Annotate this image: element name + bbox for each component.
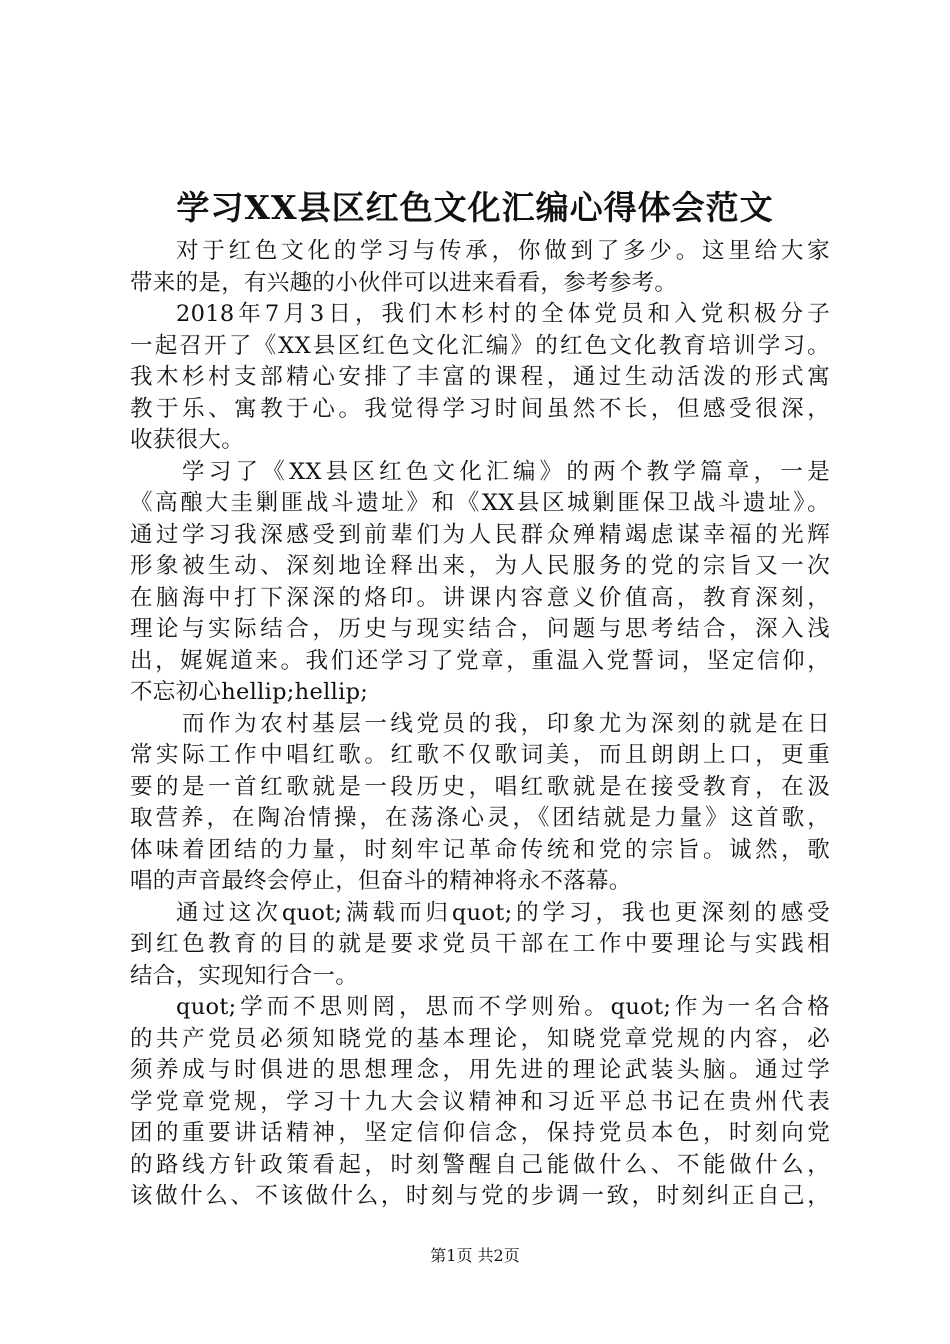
paragraph-4-line-2: 常实际工作中唱红歌。红歌不仅歌词美，而且朗朗上口，更重 — [130, 742, 830, 768]
paragraph-2-line-3: 我木杉村支部精心安排了丰富的课程，通过生动活泼的形式寓 — [130, 364, 830, 390]
paragraph-6-line-2: 的共产党员必须知晓党的基本理论，知晓党章党规的内容，必 — [130, 1025, 830, 1052]
paragraph-5-line-3: 结合，实现知行合一。 — [130, 962, 359, 989]
paragraph-3-line-4: 形象被生动、深刻地诠释出来，为人民服务的党的宗旨又一次 — [130, 553, 830, 579]
paragraph-1-line-1: 对于红色文化的学习与传承，你做到了多少。这里给大家 — [176, 238, 830, 264]
paragraph-6-line-5: 团的重要讲话精神，坚定信仰信念，保持党员本色，时刻向党 — [130, 1120, 830, 1146]
paragraph-6-line-6: 的路线方针政策看起，时刻警醒自己能做什么、不能做什么， — [130, 1151, 830, 1178]
paragraph-4-line-5: 体味着团结的力量，时刻牢记革命传统和党的宗旨。诚然，歌 — [130, 836, 830, 863]
paragraph-3-line-3: 通过学习我深感受到前辈们为人民群众殚精竭虑谋幸福的光辉 — [130, 521, 830, 548]
paragraph-2-line-2: 一起召开了《XX县区红色文化汇编》的红色文化教育培训学习。 — [130, 332, 830, 359]
paragraph-6-line-7: 该做什么、不该做什么，时刻与党的步调一致，时刻纠正自己， — [130, 1183, 830, 1209]
paragraph-4-line-6: 唱的声音最终会停止，但奋斗的精神将永不落幕。 — [130, 868, 632, 894]
paragraph-4-line-3: 要的是一首红歌就是一段历史，唱红歌就是在接受教育，在汲 — [130, 773, 830, 800]
paragraph-3-line-7: 出，娓娓道来。我们还学习了党章，重温入党誓词，坚定信仰， — [130, 647, 830, 674]
paragraph-6-line-3: 须养成与时俱进的思想理念，用先进的理论武装头脑。通过学 — [130, 1057, 830, 1083]
paragraph-1-line-2: 带来的是，有兴趣的小伙伴可以进来看看，参考参考。 — [130, 269, 678, 296]
paragraph-3-line-2: 《高酿大圭剿匪战斗遗址》和《XX县区城剿匪保卫战斗遗址》。 — [130, 490, 830, 516]
paragraph-4-line-4: 取营养，在陶冶情操，在荡涤心灵，《团结就是力量》这首歌， — [130, 805, 830, 831]
document-title: 学习XX县区红色文化汇编心得体会范文 — [176, 188, 774, 227]
paragraph-5-line-2: 到红色教育的目的就是要求党员干部在工作中要理论与实践相 — [130, 931, 830, 957]
paragraph-3-line-8: 不忘初心hellip;hellip; — [130, 679, 369, 705]
paragraph-2-line-4: 教于乐、寓教于心。我觉得学习时间虽然不长，但感受很深， — [130, 395, 830, 422]
paragraph-3-line-5: 在脑海中打下深深的烙印。讲课内容意义价值高，教育深刻， — [130, 584, 830, 611]
paragraph-6-line-4: 学党章党规，学习十九大会议精神和习近平总书记在贵州代表 — [130, 1088, 830, 1115]
paragraph-3-line-1: 学习了《XX县区红色文化汇编》的两个教学篇章，一是 — [182, 458, 830, 485]
paragraph-2-line-5: 收获很大。 — [130, 427, 245, 453]
page-footer: 第1页 共2页 — [430, 1246, 520, 1265]
document-body — [130, 236, 830, 1213]
paragraph-5-line-1: 通过这次quot;满载而归quot;的学习，我也更深刻的感受 — [176, 899, 830, 926]
paragraph-2-line-1: 2018年7月3日，我们木杉村的全体党员和入党积极分子 — [176, 301, 830, 327]
paragraph-6-line-1: quot;学而不思则罔，思而不学则殆。quot;作为一名合格 — [176, 994, 830, 1020]
paragraph-4-line-1: 而作为农村基层一线党员的我，印象尤为深刻的就是在日 — [182, 710, 830, 737]
paragraph-3-line-6: 理论与实际结合，历史与现实结合，问题与思考结合，深入浅 — [130, 616, 830, 642]
